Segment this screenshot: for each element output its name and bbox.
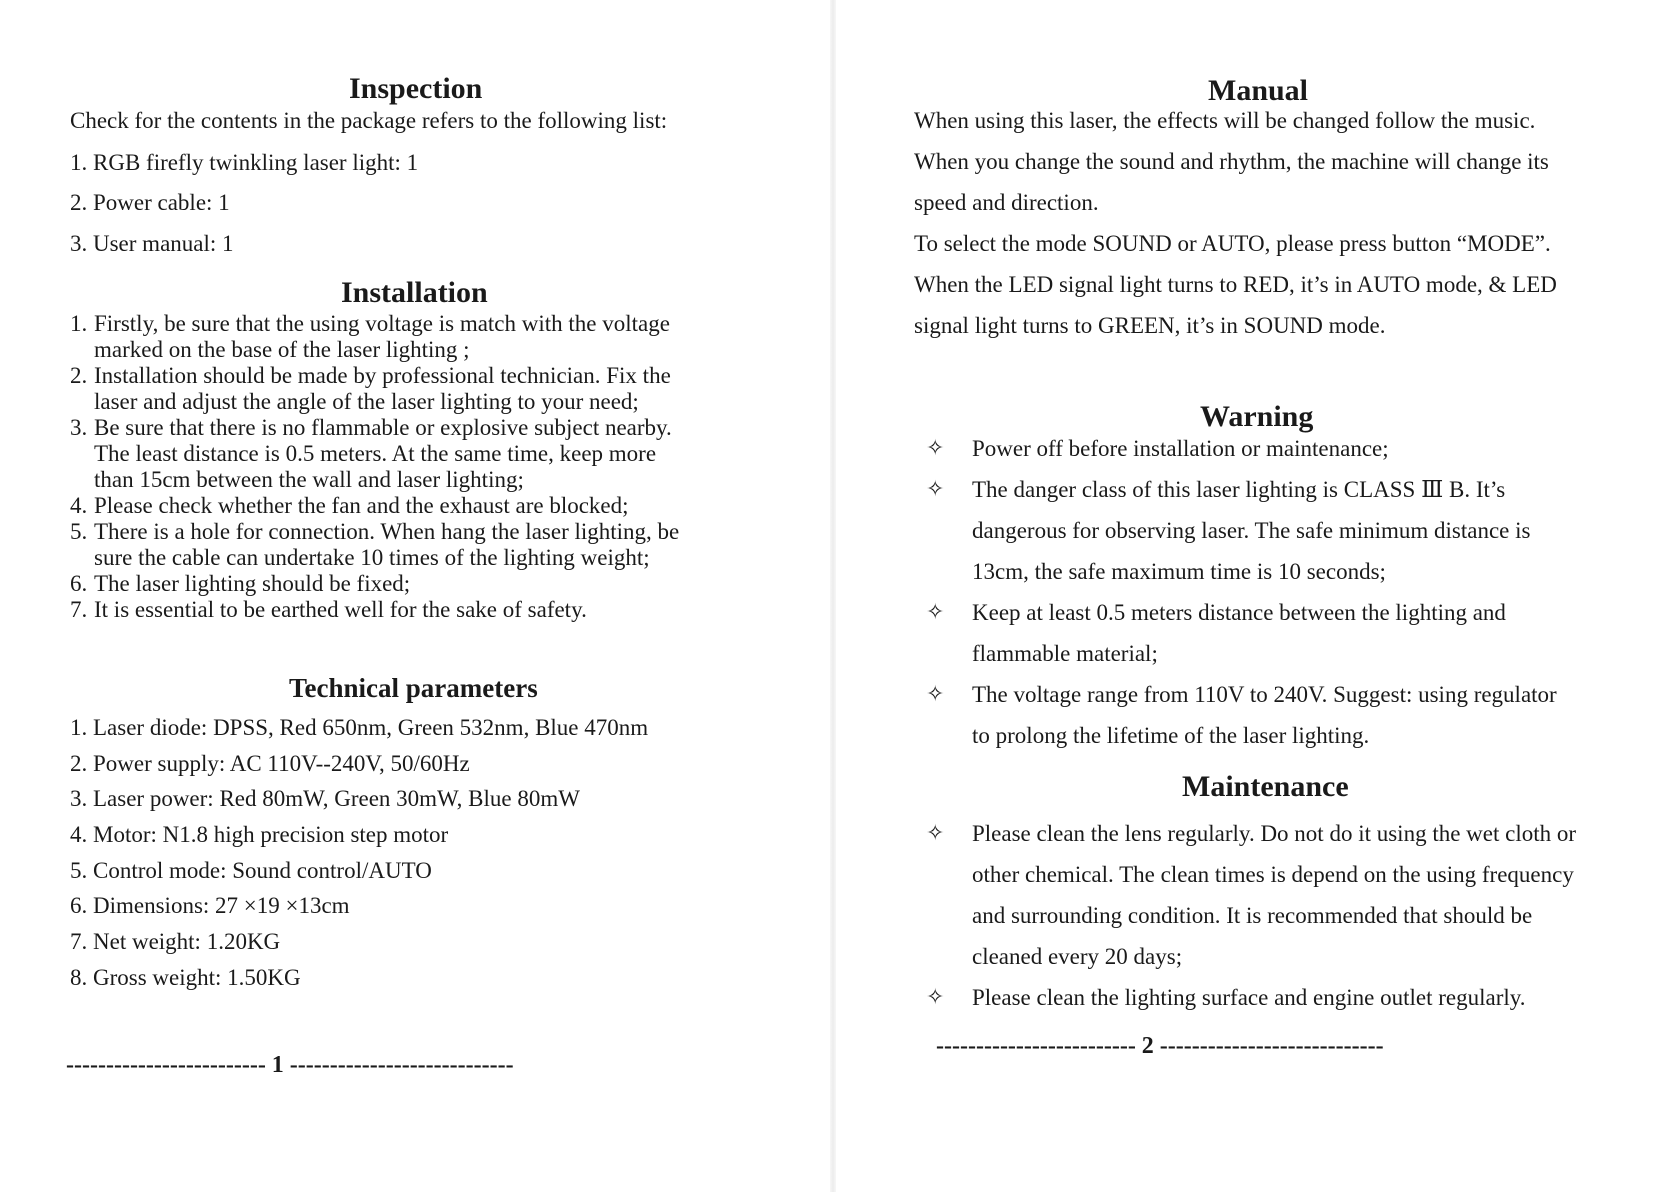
maintenance-item-line: cleaned every 20 days; — [972, 944, 1183, 969]
warning-item-line: The danger class of this laser lighting is CLASS Ⅲ B. It’s — [972, 477, 1506, 502]
warning-item-line: The voltage range from 110V to 240V. Suggest: using regulator — [972, 682, 1557, 707]
star-bullet-icon: ✧ — [926, 985, 945, 1010]
technical-item: 1. Laser diode: DPSS, Red 650nm, Green 532nm, Blue 470nm — [70, 715, 649, 740]
manual-line: When the LED signal light turns to RED, it’s in AUTO mode, & LED — [914, 272, 1557, 297]
installation-item-text: Please check whether the fan and the exhaust are blocked; — [94, 493, 629, 518]
inspection-title: Inspection — [349, 72, 483, 105]
technical-item: 3. Laser power: Red 80mW, Green 30mW, Blue 80mW — [70, 786, 580, 811]
installation-item-text: Installation should be made by professional technician. Fix the — [94, 363, 671, 388]
technical-item: 7. Net weight: 1.20KG — [70, 929, 281, 954]
manual-title: Manual — [1208, 74, 1309, 107]
installation-title: Installation — [341, 276, 488, 309]
installation-item-line — [70, 311, 670, 337]
warning-item-line: 13cm, the safe maximum time is 10 seconds; — [972, 559, 1386, 584]
manual-line: speed and direction. — [914, 190, 1099, 215]
installation-item-line — [70, 363, 671, 389]
installation-item-number: 7. — [70, 597, 88, 622]
maintenance-item-line: Please clean the lens regularly. Do not do it using the wet cloth or — [972, 821, 1577, 846]
technical-item: 6. Dimensions: 27 ×19 ×13cm — [70, 893, 350, 918]
manual-line: When you change the sound and rhythm, the machine will change its — [914, 149, 1549, 174]
technical-item: 5. Control mode: Sound control/AUTO — [70, 858, 432, 883]
page-number-2: ------------------------- 2 ---------------------------- — [936, 1033, 1384, 1059]
page-number-1: ------------------------- 1 ---------------------------- — [66, 1052, 514, 1078]
installation-item-line — [70, 389, 639, 415]
star-bullet-icon: ✧ — [926, 821, 945, 846]
installation-item-number: 6. — [70, 571, 88, 596]
inspection-item: 3. User manual: 1 — [70, 231, 234, 256]
technical-parameters-title: Technical parameters — [289, 673, 538, 703]
warning-item-line: dangerous for observing laser. The safe minimum distance is — [972, 518, 1531, 543]
manual-line: signal light turns to GREEN, it’s in SOUND mode. — [914, 313, 1386, 338]
installation-item-text: The laser lighting should be fixed; — [94, 571, 411, 596]
technical-item: 4. Motor: N1.8 high precision step motor — [70, 822, 449, 847]
inspection-intro: Check for the contents in the package refers to the following list: — [70, 108, 668, 133]
installation-item-line — [70, 571, 410, 597]
installation-item-text: laser and adjust the angle of the laser lighting to your need; — [94, 389, 639, 414]
star-bullet-icon: ✧ — [926, 600, 945, 625]
installation-item-line — [70, 337, 470, 363]
star-bullet-icon: ✧ — [926, 682, 945, 707]
manual-line: To select the mode SOUND or AUTO, please press button “MODE”. — [914, 231, 1551, 256]
installation-item-line — [70, 545, 650, 571]
warning-item-line: Power off before installation or maintenance; — [972, 436, 1389, 461]
installation-item-number: 5. — [70, 519, 88, 544]
maintenance-item-line: and surrounding condition. It is recommended that should be — [972, 903, 1533, 928]
page-2 — [836, 0, 1678, 1192]
maintenance-item-line: other chemical. The clean times is depend on the using frequency — [972, 862, 1574, 887]
manual-line: When using this laser, the effects will be changed follow the music. — [914, 108, 1536, 133]
installation-item-text: It is essential to be earthed well for the sake of safety. — [94, 597, 587, 622]
installation-item-text: sure the cable can undertake 10 times of the lighting weight; — [94, 545, 650, 570]
installation-item-text: The least distance is 0.5 meters. At the same time, keep more — [94, 441, 657, 466]
maintenance-title: Maintenance — [1182, 770, 1349, 803]
maintenance-item-line: Please clean the lighting surface and engine outlet regularly. — [972, 985, 1526, 1010]
installation-item-line — [70, 493, 629, 519]
warning-title: Warning — [1200, 400, 1314, 433]
installation-item-line — [70, 415, 672, 441]
installation-item-line — [70, 467, 524, 493]
star-bullet-icon: ✧ — [926, 436, 945, 461]
technical-item: 8. Gross weight: 1.50KG — [70, 965, 301, 990]
technical-item: 2. Power supply: AC 110V--240V, 50/60Hz — [70, 751, 470, 776]
star-bullet-icon: ✧ — [926, 477, 945, 502]
installation-item-text: Firstly, be sure that the using voltage is match with the voltage — [94, 311, 670, 336]
installation-item-number: 3. — [70, 415, 88, 440]
installation-item-number: 2. — [70, 363, 88, 388]
installation-item-number: 1. — [70, 311, 88, 336]
installation-item-text: than 15cm between the wall and laser lighting; — [94, 467, 524, 492]
page-1 — [0, 0, 830, 1192]
installation-item-text: There is a hole for connection. When hang the laser lighting, be — [94, 519, 680, 544]
installation-item-line — [70, 597, 587, 623]
installation-item-number: 4. — [70, 493, 88, 518]
inspection-item: 2. Power cable: 1 — [70, 190, 230, 215]
warning-item-line: flammable material; — [972, 641, 1158, 666]
installation-item-line — [70, 441, 656, 467]
installation-item-text: Be sure that there is no flammable or explosive subject nearby. — [94, 415, 672, 440]
installation-item-line — [70, 519, 679, 545]
warning-item-line: to prolong the lifetime of the laser lighting. — [972, 723, 1370, 748]
inspection-item: 1. RGB firefly twinkling laser light: 1 — [70, 150, 419, 175]
warning-item-line: Keep at least 0.5 meters distance between the lighting and — [972, 600, 1506, 625]
installation-item-text: marked on the base of the laser lighting ; — [94, 337, 470, 362]
